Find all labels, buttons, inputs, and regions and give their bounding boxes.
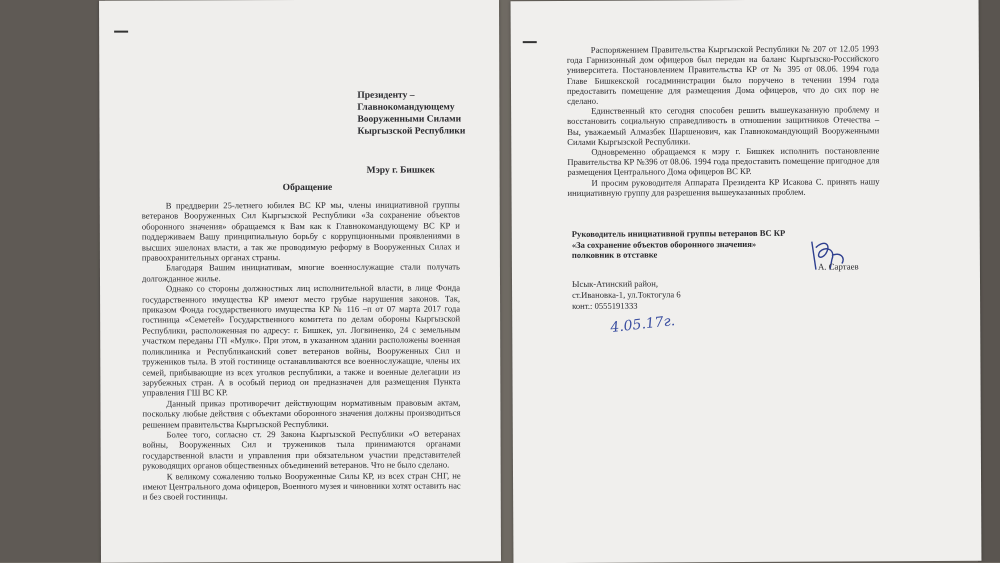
signature-title-block bbox=[572, 227, 952, 260]
addressee-block bbox=[357, 89, 497, 137]
letter-page-1 bbox=[99, 0, 501, 563]
mayor-addressee: Мэру г. Бишкек bbox=[366, 165, 435, 176]
paragraph: К великому сожалению только Вооруженные Силы КР, из всех стран СНГ, не имеют Центрального дома офицеров, Военного музея и чиновники хотят оставить нас и без своей гостиницы. bbox=[142, 470, 461, 502]
table-surface-left bbox=[0, 0, 105, 562]
paragraph: Более того, согласно ст. 29 Закона Кыргызской Республики «О ветеранах войны, Вооруженных Сил и тружеников тыла принимаются органами государственной власти и управления при обязательном участии представителей руководящих органов общественных объединений ветеранов. Что не было сделано. bbox=[142, 428, 461, 471]
page-mark bbox=[114, 31, 128, 33]
addressee-line: Главнокомандующему bbox=[357, 102, 455, 113]
page-mark bbox=[523, 41, 537, 43]
addressee-line: Вооруженными Силами bbox=[357, 114, 462, 125]
letter-body-left bbox=[142, 199, 461, 502]
address-line: Ысык-Атинский район, bbox=[571, 278, 658, 289]
paragraph: Единственный кто сегодня способен решить вышеуказанную проблему и восстановить социальную справедливость в отношении защитников Отечества – Вы, уважаемый Алмазбек Шаршенович, как Главнокомандующий Вооруженными Силами Кыргызской Республики. bbox=[567, 104, 880, 147]
address-line: ст.Ивановка-1, ул.Токтогула 6 bbox=[572, 289, 681, 300]
paragraph: В преддверии 25-летнего юбилея ВС КР мы, члены инициативной группы ветеранов Вооруженных Сил Кыргызской Республики «За сохранение объектов оборонного значения» обращаемся к Вам как к Главнокомандующему ВС КР и поддерживаем Вашу принципиальную борьбу с коррупционными проявлениями в высших эшелонах власти, а так же проводимую реформу в Вооруженных Силах и правоохранительных органах страны. bbox=[141, 199, 460, 263]
signature-title-line: «За сохранение объектов оборонного значения» bbox=[571, 238, 757, 250]
letter-body-right bbox=[567, 43, 880, 198]
paragraph: И просим руководителя Аппарата Президента КР Исакова С. принять нашу инициативную группу для разрешения вышеуказанных проблем. bbox=[567, 175, 880, 198]
paragraph: Распоряжением Правительства Кыргызской Республики № 207 от 12.05 1993 года Гарнизонный дом офицеров был передан на баланс Кыргызско-Российского университета. Постановлением Правительства КР от № 395 от 08.06. 1994 года Главе Бишкекской госадминистрации было поручено в течении 1994 года предоставить помещение для размещения Дома офицеров, что до сих пор не сделано. bbox=[566, 43, 880, 106]
paragraph: Однако со стороны должностных лиц исполнительной власти, в лице Фонда государственного имущества КР имеют место грубые нарушения законов. Так, приказом Фонда государственного имущества КР № 116 –п от 07 марта 2017 года гостиница «Семетей» Государственного комитета по делам обороны Кыргызской Республики, расположенная по адресу: г. Бишкек, ул. Логвиненко, 24 с земельным участком переданы ГП «Мулк». При этом, в указанном здании расположены военная поликлиника и Республиканский совет ветеранов войны, Вооруженных Сил и тружеников тыла. В этой гостинице останавливаются все военнослужащие, члены их семей, прибывающие из всех уголков республики, а также и военные делегации из зарубежных стран. А в особый период он предназначен для размещения Пункта управления ГШ ВС КР. bbox=[142, 282, 461, 398]
handwritten-date: 4.05.17г. bbox=[609, 313, 676, 337]
signer-name: А. Сартаев bbox=[817, 261, 859, 272]
paragraph: Одновременно обращаемся к мэру г. Бишкек исполнить постановление Правительства КР №396 от 08.06. 1994 года предоставить помещение пригодное для размещения Центрального Дома офицеров ВС КР. bbox=[567, 145, 880, 178]
table-surface-right bbox=[978, 0, 1000, 562]
address-line: конт.: 0555191333 bbox=[572, 300, 638, 311]
paragraph: Благодаря Вашим инициативам, многие военнослужащие стали получать долгожданное жилье. bbox=[141, 261, 460, 284]
signature-title-line: Руководитель инициативной группы ветеранов ВС КР bbox=[571, 227, 786, 239]
letter-heading: Обращение bbox=[282, 182, 333, 194]
addressee-line: Президенту – bbox=[357, 90, 415, 101]
addressee-line: Кыргызской Республики bbox=[357, 126, 466, 137]
letter-page-2 bbox=[511, 0, 982, 563]
paragraph: Данный приказ противоречит действующим нормативным правовым актам, поскольку любые действия с объектами оборонного значения должны производиться решением правительства Кыргызской Республики. bbox=[142, 397, 461, 430]
signature-title-line: полковник в отставке bbox=[571, 249, 658, 260]
contact-address bbox=[572, 278, 681, 312]
